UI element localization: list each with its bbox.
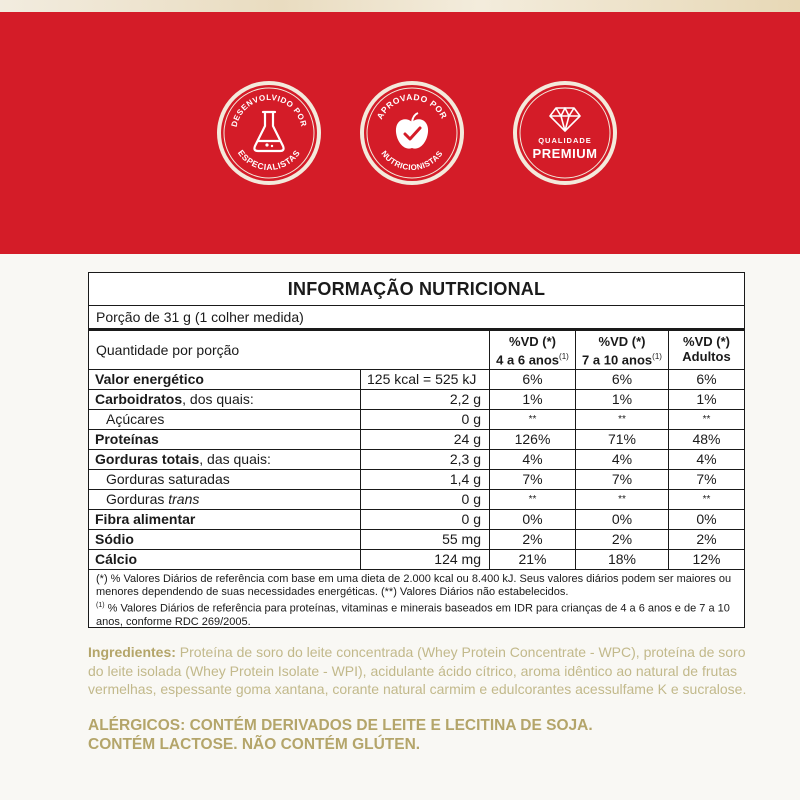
header-col-adults-bottom: Adultos [682, 349, 731, 364]
table-row [89, 430, 744, 450]
row-label: Gorduras totais [95, 451, 200, 467]
table-footnotes [89, 570, 744, 629]
row-vd-adults: 4% [696, 451, 717, 467]
seal-2-bottom-text: NUTRICIONISTAS [379, 149, 445, 173]
row-vd-7-10: ** [576, 490, 669, 509]
row-vd-4-6: 7% [490, 470, 576, 489]
top-gold-strip [0, 0, 800, 12]
header-col-4-6-top: %VD (*) [509, 334, 556, 349]
ingredients-label: Ingredientes: [88, 644, 176, 660]
allergens-line-1: ALÉRGICOS: CONTÉM DERIVADOS DE LEITE E LECITINA DE SOJA. [88, 717, 593, 734]
row-vd-7-10: 18% [576, 550, 669, 569]
table-title: INFORMAÇÃO NUTRICIONAL [89, 273, 744, 306]
header-col-7-10-top: %VD (*) [598, 334, 646, 349]
table-row [89, 370, 744, 390]
row-quantity: 2,2 g [361, 390, 490, 409]
allergens-line-2: CONTÉM LACTOSE. NÃO CONTÉM GLÚTEN. [88, 736, 421, 753]
ingredients-text: Proteína de soro do leite concentrada (Whey Protein Concentrate - WPC), proteína de soro do leite isolada (Whey Protein Isolate - WPI), acidulante ácido cítrico, aroma idêntico ao natural de frutas vermelhas, espessante goma xantana, corante natural carmim e edulcorantes acessulfame K e sucralose. [88, 644, 747, 697]
table-row [89, 450, 744, 470]
row-vd-7-10: 4% [576, 450, 669, 469]
row-vd-adults: 1% [696, 391, 717, 407]
header-col-7-10-bottom: 7 a 10 anos [582, 352, 653, 368]
seal-2-top-text: APROVADO POR [374, 91, 450, 121]
header-col-adults-top: %VD (*) [683, 334, 730, 349]
row-label-suffix: , dos quais: [182, 391, 254, 407]
note-mark: (1) [652, 352, 662, 361]
table-row [89, 490, 744, 510]
row-vd-adults: 0% [696, 511, 717, 527]
row-vd-4-6: 6% [490, 370, 576, 389]
row-label: Açúcares [89, 410, 361, 429]
table-row [89, 390, 744, 410]
row-vd-4-6: 2% [490, 530, 576, 549]
row-vd-7-10: 2% [576, 530, 669, 549]
row-vd-4-6: ** [490, 410, 576, 429]
row-label: Valor energético [89, 370, 361, 389]
table-row [89, 530, 744, 550]
row-vd-adults: 7% [696, 471, 717, 487]
row-label-cell [89, 390, 361, 409]
table-row [89, 470, 744, 490]
row-vd-7-10: 6% [576, 370, 669, 389]
nutrition-facts-table [88, 272, 745, 628]
row-vd-7-10: ** [576, 410, 669, 429]
row-label-cell [89, 490, 361, 509]
row-label: Gorduras [106, 491, 169, 507]
row-vd-4-6: 126% [490, 430, 576, 449]
row-vd-4-6: 0% [490, 510, 576, 529]
ingredients-block [88, 643, 750, 699]
row-vd-adults: 12% [692, 551, 721, 567]
row-label-cell [89, 450, 361, 469]
row-quantity: 0 g [361, 510, 490, 529]
row-vd-7-10: 7% [576, 470, 669, 489]
row-quantity: 0 g [361, 410, 490, 429]
row-vd-adults: 2% [696, 531, 717, 547]
row-vd-7-10: 1% [576, 390, 669, 409]
row-quantity: 124 mg [361, 550, 490, 569]
seal-1-top-text: DESENVOLVIDO POR [229, 92, 309, 128]
seal-3-big-text: PREMIUM [532, 146, 598, 161]
row-vd-adults: 48% [692, 431, 721, 447]
row-label: Gorduras saturadas [89, 470, 361, 489]
row-label: Carboidratos [95, 391, 183, 407]
row-vd-7-10: 71% [576, 430, 669, 449]
row-label-italic: trans [168, 491, 200, 507]
row-vd-adults: ** [702, 494, 711, 505]
seal-1-bottom-text: ESPECIALISTAS [235, 147, 303, 173]
row-quantity: 55 mg [361, 530, 490, 549]
footnote-idr: % Valores Diários de referência para proteínas, vitaminas e minerais baseados em IDR para crianças de 4 a 6 anos e de 7 a 10 anos, conforme RDC 269/2005. [96, 602, 730, 628]
seal-nutricionistas [359, 80, 465, 186]
row-vd-adults: 6% [696, 371, 717, 387]
table-row [89, 410, 744, 430]
row-quantity: 1,4 g [361, 470, 490, 489]
row-label: Proteínas [89, 430, 361, 449]
table-header-row [89, 331, 744, 370]
row-vd-4-6: ** [490, 490, 576, 509]
row-quantity: 0 g [361, 490, 490, 509]
header-col-7-10 [576, 331, 669, 370]
row-quantity: 2,3 g [361, 450, 490, 469]
table-row [89, 550, 744, 570]
quantity-label: Quantidade por porção [89, 331, 490, 370]
row-vd-4-6: 4% [490, 450, 576, 469]
row-vd-4-6: 21% [490, 550, 576, 569]
header-col-4-6 [490, 331, 576, 370]
row-label-suffix: , das quais: [199, 451, 271, 467]
row-vd-7-10: 0% [576, 510, 669, 529]
seal-premium [512, 80, 618, 186]
serving-size: Porção de 31 g (1 colher medida) [96, 309, 304, 325]
header-col-4-6-bottom: 4 a 6 anos [496, 352, 560, 368]
note-mark: (1) [559, 352, 569, 361]
row-vd-4-6: 1% [490, 390, 576, 409]
footnote-daily-values: (*) % Valores Diários de referência com base em uma dieta de 2.000 kcal ou 8.400 kJ. Seus valores diários podem ser maiores ou menores dependendo de suas necessidades energéticas. (**) Valores Diários não estabelecidos. [96, 573, 732, 598]
seal-nutricionistas-graphic [359, 80, 465, 186]
footnote-mark: (1) [96, 602, 105, 609]
allergens-block [88, 716, 750, 754]
seal-3-small-text: QUALIDADE [538, 136, 592, 145]
table-row [89, 510, 744, 530]
header-col-adults [669, 331, 744, 370]
row-vd-adults: ** [702, 414, 711, 425]
row-label: Fibra alimentar [89, 510, 361, 529]
row-quantity: 125 kcal = 525 kJ [361, 370, 490, 389]
seal-premium-graphic [512, 80, 618, 186]
seal-especialistas-graphic [216, 80, 322, 186]
row-label: Sódio [89, 530, 361, 549]
row-quantity: 24 g [361, 430, 490, 449]
row-label: Cálcio [89, 550, 361, 569]
seal-especialistas [216, 80, 322, 186]
